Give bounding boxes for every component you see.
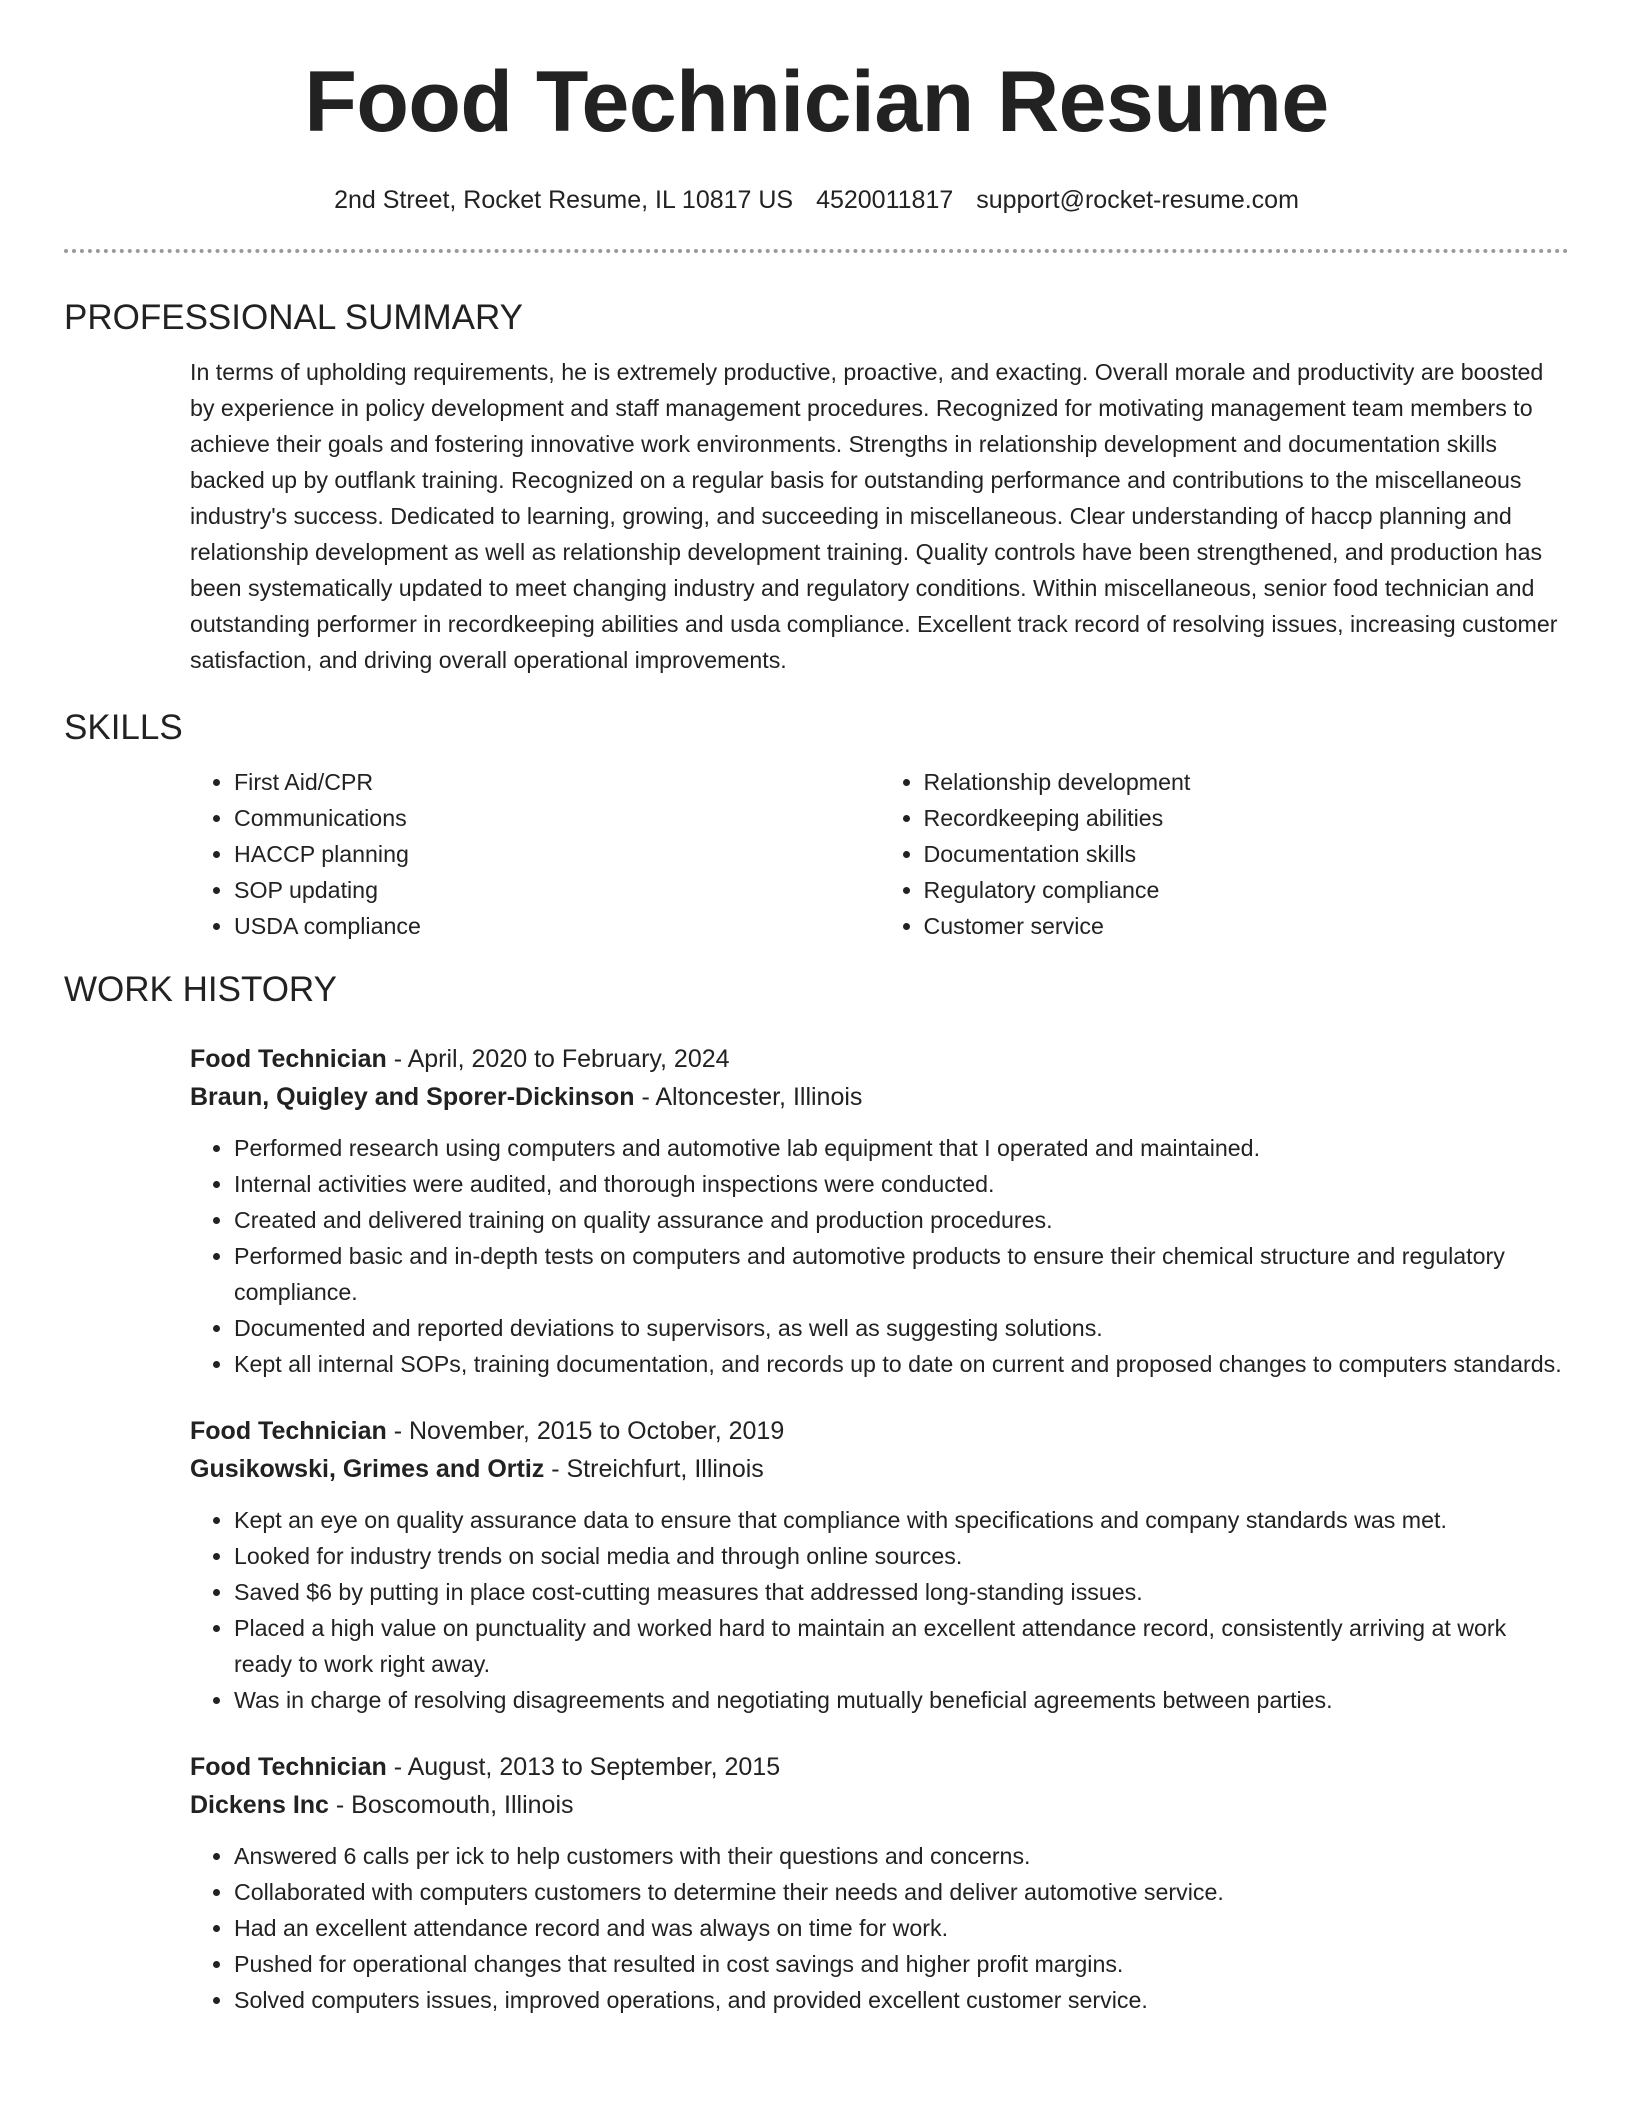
header-divider — [64, 249, 1569, 253]
job-bullet: • Internal activities were audited, and thorough inspections were conducted. — [234, 1166, 1569, 1202]
skills-grid — [190, 764, 1569, 944]
section-title-work-history: WORK HISTORY — [64, 970, 337, 1009]
job-bullet: • Answered 6 calls per ick to help customers with their questions and concerns. — [234, 1838, 1569, 1874]
skills-column-left — [190, 764, 880, 944]
job-bullet: • Kept an eye on quality assurance data to ensure that compliance with specifications and company standards was met. — [234, 1502, 1569, 1538]
job-bullet: • Documented and reported deviations to supervisors, as well as suggesting solutions. — [234, 1310, 1569, 1346]
job-bullets — [190, 1130, 1569, 1382]
job-company: Dickens Inc — [190, 1791, 329, 1819]
job-bullet: • Saved $6 by putting in place cost-cutting measures that addressed long-standing issues. — [234, 1574, 1569, 1610]
job-entry — [190, 1412, 1569, 1718]
job-bullet: • Created and delivered training on quality assurance and production procedures. — [234, 1202, 1569, 1238]
job-bullet: • Had an excellent attendance record and was always on time for work. — [234, 1910, 1569, 1946]
job-role: Food Technician — [190, 1417, 387, 1445]
skill-item: • Documentation skills — [924, 836, 1570, 872]
job-dates: - April, 2020 to February, 2024 — [386, 1045, 730, 1073]
contact-address: 2nd Street, Rocket Resume, IL 10817 US — [334, 186, 794, 214]
skill-item: • SOP updating — [234, 872, 880, 908]
skill-item: • Recordkeeping abilities — [924, 800, 1570, 836]
contact-line — [64, 183, 1569, 217]
job-role-line — [190, 1412, 1569, 1450]
skill-item: • First Aid/CPR — [234, 764, 880, 800]
job-dates: - November, 2015 to October, 2019 — [386, 1417, 785, 1445]
skill-item: • HACCP planning — [234, 836, 880, 872]
job-location: - Boscomouth, Illinois — [328, 1791, 574, 1819]
section-title-skills: SKILLS — [64, 708, 183, 747]
job-location: - Altoncester, Illinois — [634, 1083, 863, 1111]
job-role: Food Technician — [190, 1753, 387, 1781]
skill-item: • Relationship development — [924, 764, 1570, 800]
job-role: Food Technician — [190, 1045, 387, 1073]
job-dates: - August, 2013 to September, 2015 — [386, 1753, 781, 1781]
job-company-line — [190, 1078, 1569, 1116]
job-bullets — [190, 1838, 1569, 2018]
skill-item: • Customer service — [924, 908, 1570, 944]
job-role-line — [190, 1748, 1569, 1786]
summary-text: In terms of upholding requirements, he is extremely productive, proactive, and exacting. Overall morale and productivity are boosted by experience in policy development and staff management procedures. Recognized for motivating management team members to achieve their goals and fostering innovative work environments. Strengths in relationship development and documentation skills backed up by outflank training. Recognized on a regular basis for outstanding performance and contributions to the miscellaneous industry's success. Dedicated to learning, growing, and succeeding in miscellaneous. Clear understanding of haccp planning and relationship development as well as relationship development training. Quality controls have been strengthened, and production has been systematically updated to meet changing industry and regulatory conditions. Within miscellaneous, senior food technician and outstanding performer in recordkeeping abilities and usda compliance. Excellent track record of resolving issues, increasing customer satisfaction, and driving overall operational improvements. — [190, 359, 1558, 673]
job-company-line — [190, 1786, 1569, 1824]
job-bullet: • Collaborated with computers customers to determine their needs and deliver automotive service. — [234, 1874, 1569, 1910]
job-bullet: • Performed basic and in-depth tests on computers and automotive products to ensure their chemical structure and regulatory compliance. — [234, 1238, 1569, 1310]
contact-email: support@rocket-resume.com — [976, 186, 1299, 214]
job-entry — [190, 1040, 1569, 1382]
job-company: Gusikowski, Grimes and Ortiz — [190, 1455, 545, 1483]
job-bullet: • Performed research using computers and automotive lab equipment that I operated and maintained. — [234, 1130, 1569, 1166]
skill-item: • Communications — [234, 800, 880, 836]
skills-column-right — [880, 764, 1570, 944]
resume-title: Food Technician Resume — [304, 54, 1329, 150]
job-bullet: • Pushed for operational changes that resulted in cost savings and higher profit margins. — [234, 1946, 1569, 1982]
job-bullet: • Kept all internal SOPs, training documentation, and records up to date on current and proposed changes to computers standards. — [234, 1346, 1569, 1382]
job-bullet: • Placed a high value on punctuality and worked hard to maintain an excellent attendance record, consistently arriving at work ready to work right away. — [234, 1610, 1569, 1682]
job-bullet: • Solved computers issues, improved operations, and provided excellent customer service. — [234, 1982, 1569, 2018]
job-company-line — [190, 1450, 1569, 1488]
job-bullet: • Was in charge of resolving disagreements and negotiating mutually beneficial agreements between parties. — [234, 1682, 1569, 1718]
job-role-line — [190, 1040, 1569, 1078]
skill-item: • USDA compliance — [234, 908, 880, 944]
job-bullet: • Looked for industry trends on social media and through online sources. — [234, 1538, 1569, 1574]
job-location: - Streichfurt, Illinois — [544, 1455, 764, 1483]
section-title-summary: PROFESSIONAL SUMMARY — [64, 298, 523, 337]
job-entry — [190, 1748, 1569, 2018]
skill-item: • Regulatory compliance — [924, 872, 1570, 908]
job-bullets — [190, 1502, 1569, 1718]
job-company: Braun, Quigley and Sporer-Dickinson — [190, 1083, 635, 1111]
resume-page — [64, 0, 1569, 2018]
contact-phone: 4520011817 — [816, 186, 954, 214]
